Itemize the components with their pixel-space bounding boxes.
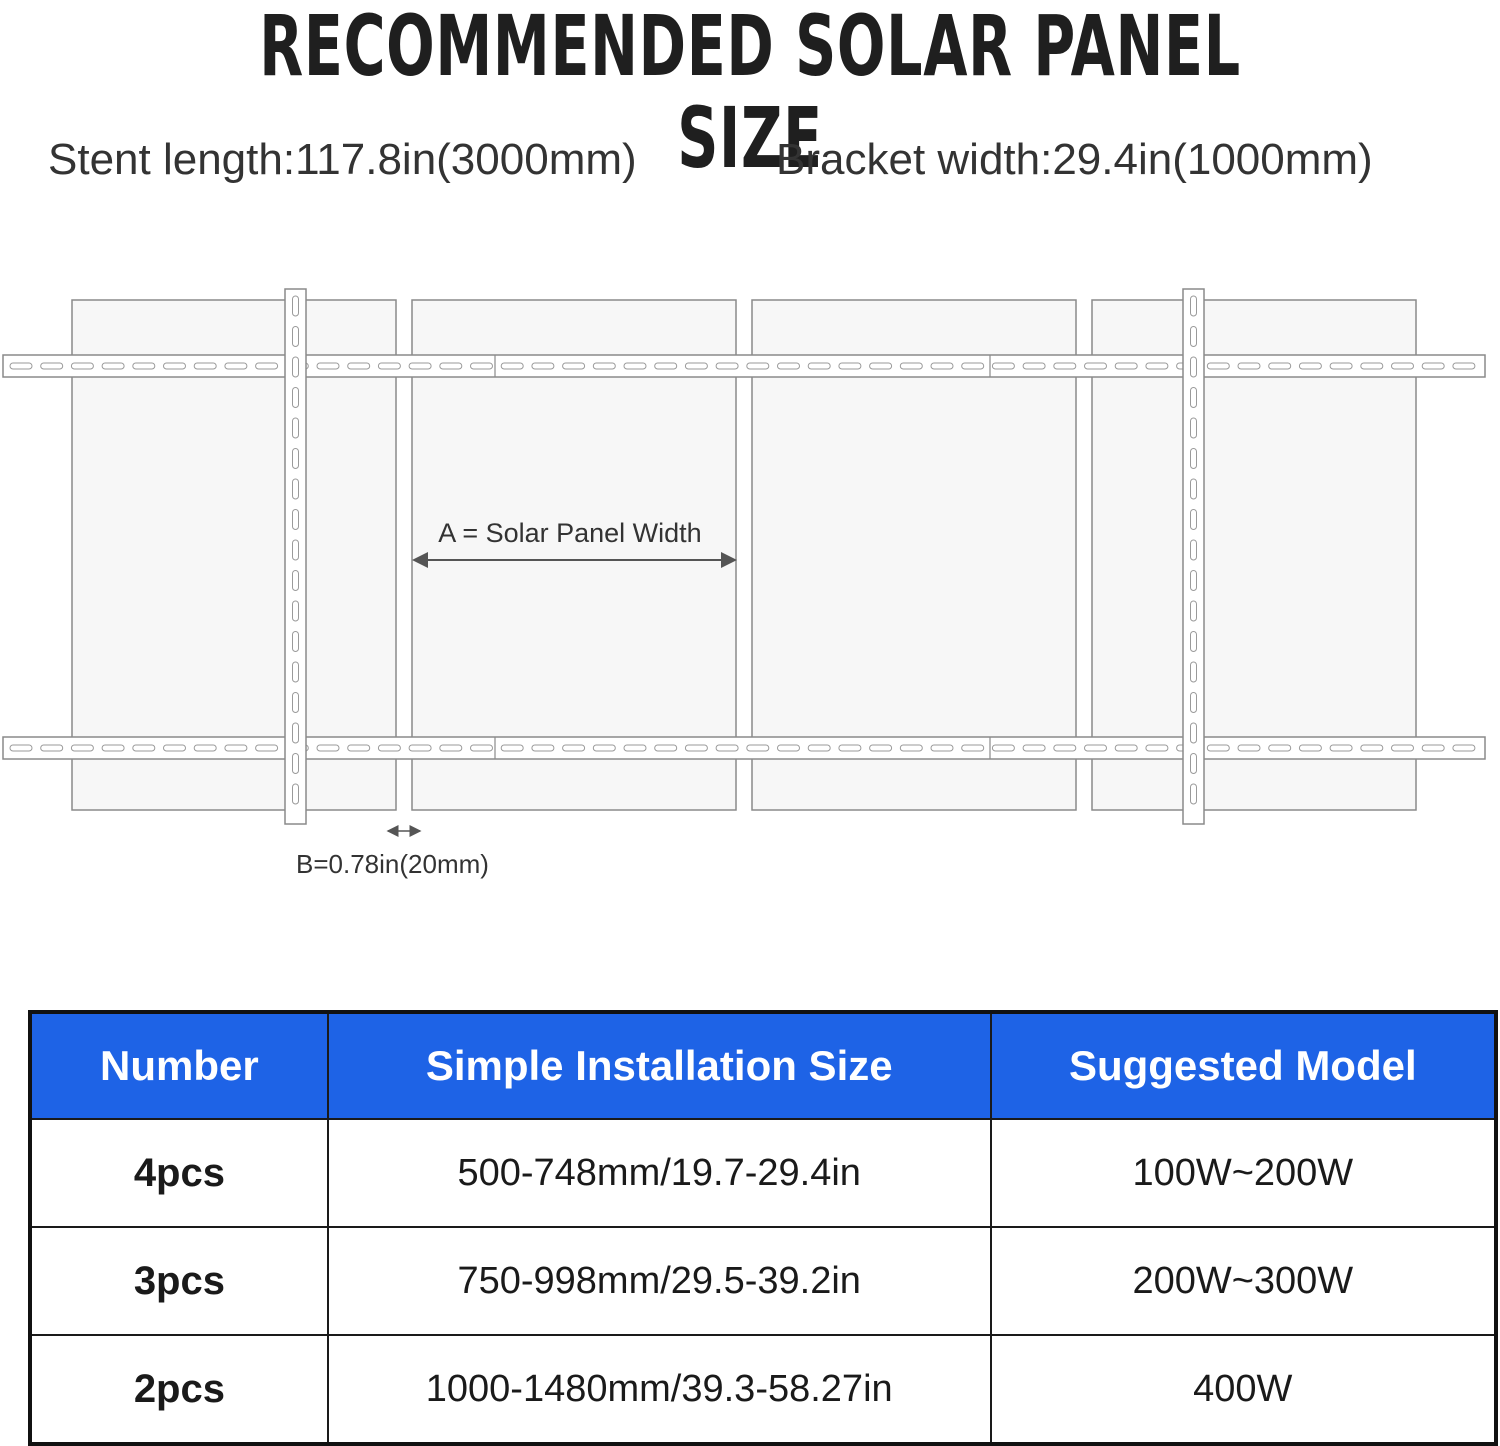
cell-installation-size: 1000-1480mm/39.3-58.27in xyxy=(328,1335,991,1444)
table-row xyxy=(30,1227,1496,1335)
header-suggested-model: Suggested Model xyxy=(991,1012,1496,1119)
panel-width-label: A = Solar Panel Width xyxy=(438,518,702,548)
bracket-width-label: Bracket width:29.4in(1000mm) xyxy=(776,135,1373,184)
bracket-body xyxy=(1183,289,1204,824)
gap-label: B=0.78in(20mm) xyxy=(296,849,489,879)
vertical-bracket xyxy=(285,289,306,824)
cell-installation-size: 500-748mm/19.7-29.4in xyxy=(328,1119,991,1227)
cell-suggested-model: 100W~200W xyxy=(991,1119,1496,1227)
spec-table xyxy=(28,1010,1498,1446)
page-title-text: RECOMMENDED SOLAR PANEL SIZE xyxy=(259,0,1241,187)
horizontal-rail xyxy=(3,737,1485,759)
cell-suggested-model: 400W xyxy=(991,1335,1496,1444)
cell-installation-size: 750-998mm/29.5-39.2in xyxy=(328,1227,991,1335)
horizontal-rail xyxy=(3,355,1485,377)
table-row xyxy=(30,1335,1496,1444)
vertical-bracket xyxy=(1183,289,1204,824)
header-number: Number xyxy=(30,1012,328,1119)
cell-number: 3pcs xyxy=(30,1227,328,1335)
mounting-diagram xyxy=(0,280,1500,890)
stent-length-label: Stent length:117.8in(3000mm) xyxy=(48,135,637,184)
cell-number: 2pcs xyxy=(30,1335,328,1444)
table-row xyxy=(30,1119,1496,1227)
cell-number: 4pcs xyxy=(30,1119,328,1227)
gap-dimension xyxy=(296,831,489,879)
bracket-body xyxy=(285,289,306,824)
header-installation-size: Simple Installation Size xyxy=(328,1012,991,1119)
cell-suggested-model: 200W~300W xyxy=(991,1227,1496,1335)
table-header-row xyxy=(30,1012,1496,1119)
